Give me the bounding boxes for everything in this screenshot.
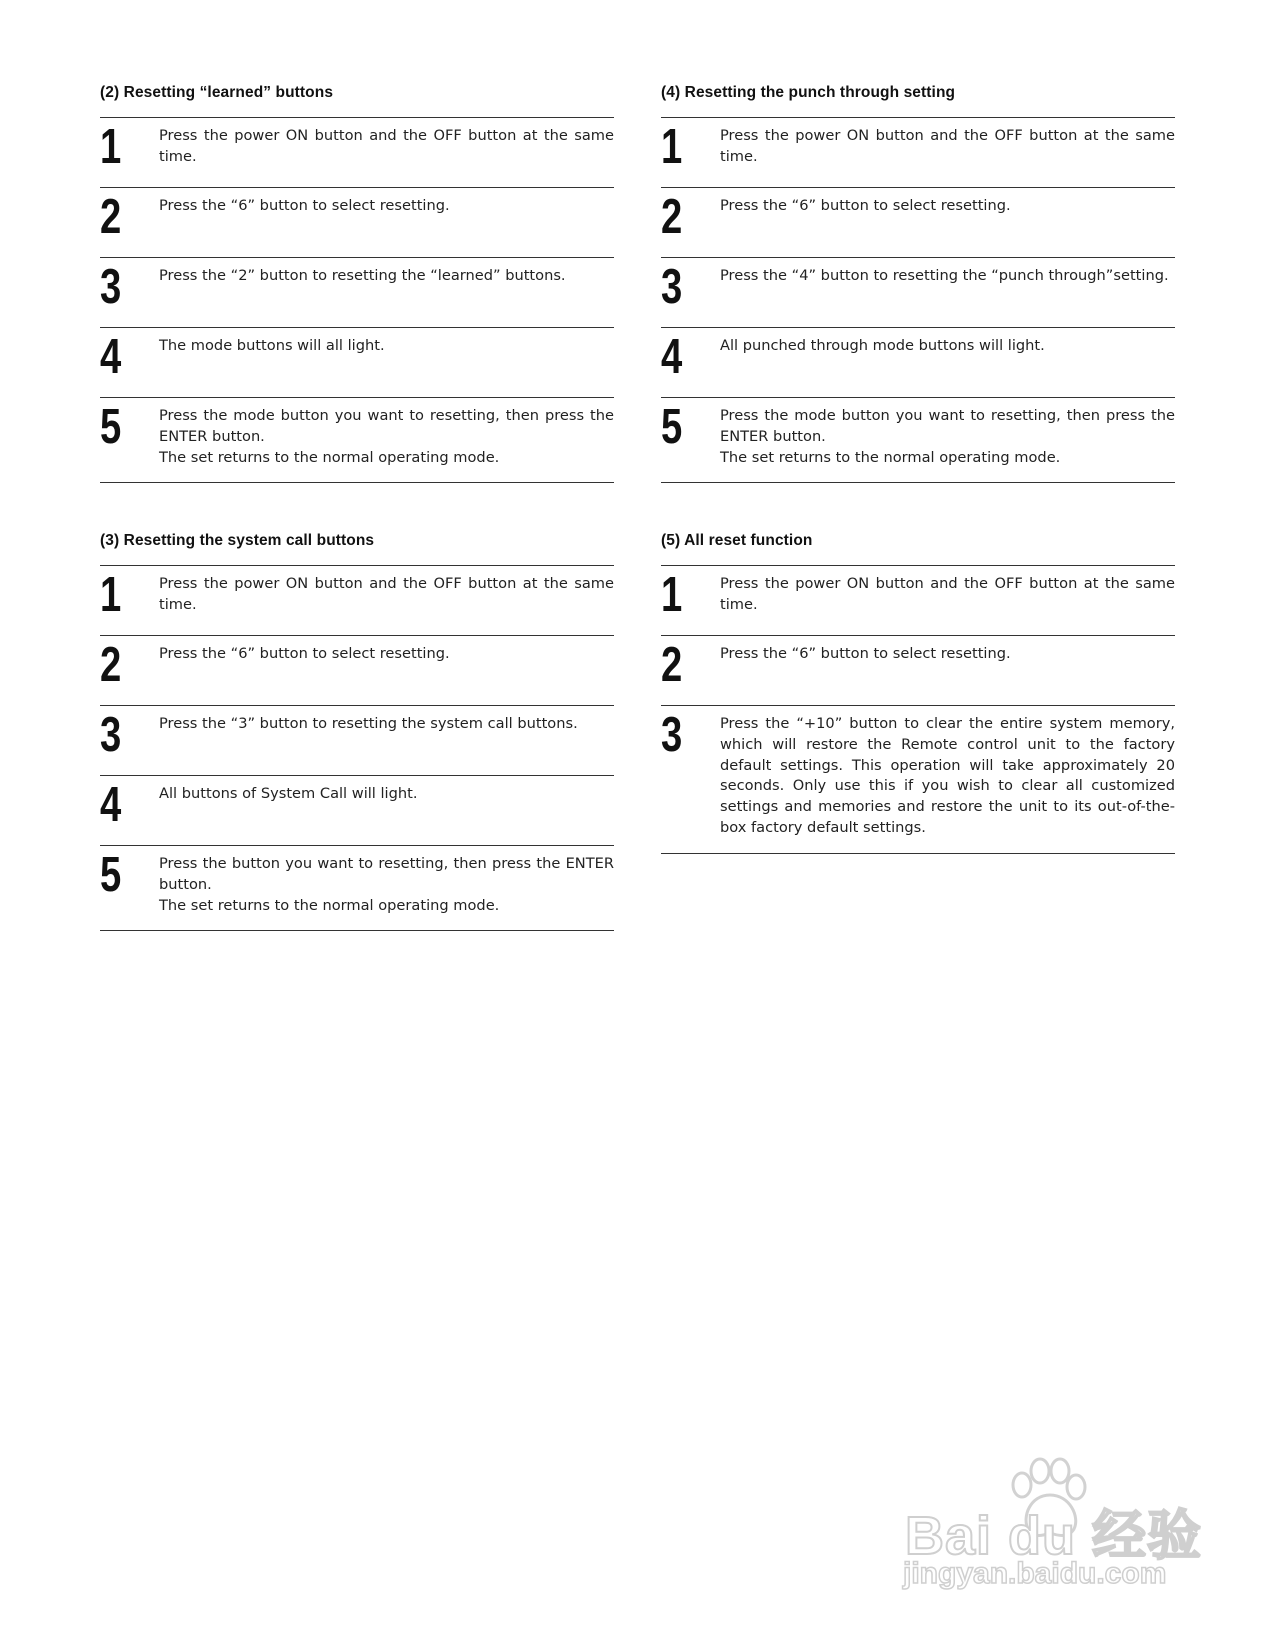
step-line: Press the button you want to resetting, then press the ENTER button. [159,855,614,893]
step-line: The set returns to the normal operating mode. [159,896,500,914]
step-number: 2 [100,190,122,244]
step-text [159,784,614,805]
step-line: Press the mode button you want to resetting, then press the ENTER button. [159,407,614,445]
step-line: Press the power ON button and the OFF button at the same time. [159,127,614,165]
step-text [720,406,1175,468]
step-item [100,706,614,776]
step-line: Press the “6” button to select resetting. [159,645,450,662]
step-number: 2 [100,638,122,692]
section-title: (3) Resetting the system call buttons [100,532,375,549]
step-line: Press the mode button you want to resetting, then press the ENTER button. [720,407,1175,445]
step-text [720,196,1175,217]
step-number: 1 [100,568,122,622]
step-number: 5 [100,848,122,902]
step-item [661,328,1175,398]
step-number: 1 [100,120,122,174]
baidu-jingyan-watermark [895,1455,1215,1605]
step-number: 4 [100,778,122,832]
section-resetting-system-call-buttons [100,532,614,931]
step-item [100,636,614,706]
step-text [720,266,1175,287]
step-line: Press the “3” button to resetting the system call buttons. [159,715,578,732]
step-number: 2 [661,638,683,692]
step-item [661,636,1175,706]
step-line: Press the power ON button and the OFF button at the same time. [720,575,1175,613]
step-line: Press the power ON button and the OFF button at the same time. [720,127,1175,165]
section-resetting-punch-through [661,84,1175,483]
step-text [720,714,1175,839]
step-number: 5 [661,400,683,454]
step-number: 1 [661,568,683,622]
step-text [159,196,614,217]
section-resetting-learned-buttons [100,84,614,483]
step-text [159,336,614,357]
step-text [720,644,1175,665]
step-text [720,574,1175,616]
watermark-url: jingyan.baidu.com [903,1557,1167,1590]
step-list [661,565,1175,854]
step-text [159,714,614,735]
step-number: 2 [661,190,683,244]
step-line: The set returns to the normal operating mode. [159,448,500,466]
step-number: 1 [661,120,683,174]
step-text [159,126,614,168]
step-text [159,574,614,616]
step-item [661,118,1175,188]
step-item [100,118,614,188]
step-text [720,126,1175,168]
step-text [159,854,614,916]
step-line: Press the “2” button to resetting the “learned” buttons. [159,267,566,284]
step-text [159,644,614,665]
step-number: 5 [100,400,122,454]
step-number: 3 [100,708,122,762]
step-item [661,258,1175,328]
step-number: 3 [661,260,683,314]
section-title: (5) All reset function [661,532,813,549]
step-line: All punched through mode buttons will light. [720,337,1045,354]
section-title: (2) Resetting “learned” buttons [100,84,334,101]
section-title: (4) Resetting the punch through setting [661,84,956,101]
step-line: All buttons of System Call will light. [159,785,418,802]
step-text [159,266,614,287]
step-number: 4 [100,330,122,384]
step-text [720,336,1175,357]
step-line: Press the “6” button to select resetting. [720,197,1011,214]
step-item [100,776,614,846]
step-line: Press the “6” button to select resetting. [720,645,1011,662]
step-item [100,566,614,636]
step-item [661,566,1175,636]
step-number: 4 [661,330,683,384]
step-item [100,398,614,483]
step-list [661,117,1175,483]
watermark-brand: Bai du 经验 [905,1506,1203,1566]
step-number: 3 [661,708,683,762]
step-line: Press the “6” button to select resetting. [159,197,450,214]
step-line: The set returns to the normal operating mode. [720,448,1061,466]
step-item [100,846,614,931]
step-list [100,565,614,931]
step-line: The mode buttons will all light. [159,337,385,354]
step-line: Press the “+10” button to clear the entire system memory, which will restore the Remote control unit to the factory default settings. This operation will take approximately 20 seconds. Only use this if you wish to clear all customized settings and memories and restore the unit to its out-of-the-box factory default settings. [720,715,1175,836]
step-item [661,398,1175,483]
step-line: Press the power ON button and the OFF button at the same time. [159,575,614,613]
step-text [159,406,614,468]
step-item [100,258,614,328]
step-item [100,328,614,398]
step-item [661,706,1175,854]
step-number: 3 [100,260,122,314]
step-list [100,117,614,483]
section-all-reset-function [661,532,1175,854]
step-item [100,188,614,258]
step-item [661,188,1175,258]
step-line: Press the “4” button to resetting the “punch through”setting. [720,267,1169,284]
